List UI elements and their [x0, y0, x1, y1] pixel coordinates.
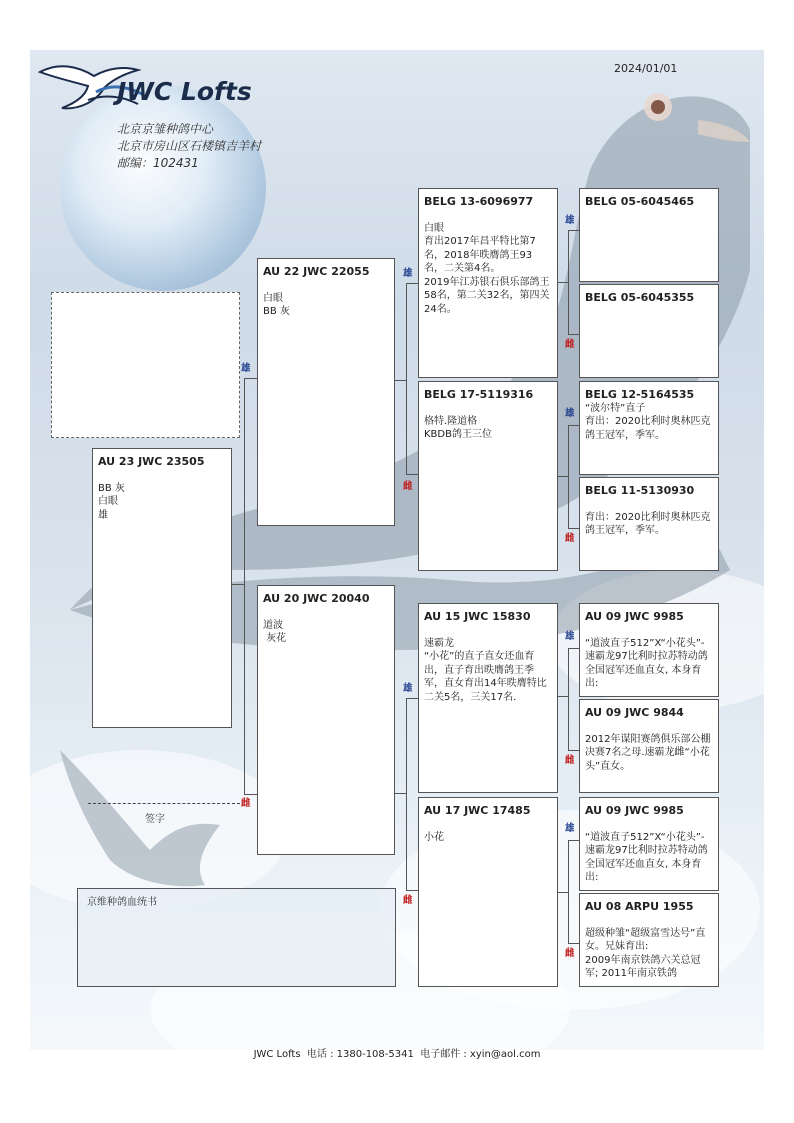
org-name: 北京京雏种鸽中心	[117, 122, 214, 136]
brand-name: JWC Lofts	[117, 77, 252, 106]
connector	[568, 648, 569, 750]
ggp-card-8[interactable]	[579, 893, 719, 987]
grandsire-maternal-card[interactable]	[418, 603, 558, 793]
connector	[557, 476, 568, 477]
detail-line: “道波直子512”X“小花头”-速霸龙97比利时拉苏特动鸽全国冠军还血直女, 本身育出:	[585, 637, 708, 689]
connector	[406, 474, 418, 475]
connector	[568, 648, 579, 649]
signature-line	[88, 803, 240, 804]
ring-number: BELG 13-6096977	[424, 195, 534, 208]
photo-placeholder	[51, 292, 240, 438]
sex-mark-male: 雄	[403, 268, 413, 279]
ring-number: AU 17 JWC 17485	[424, 804, 531, 817]
connector	[568, 425, 579, 426]
detail-line: 育出2017年昌平特比第7名，2018年昳膺鸽王93名，二关第4名。	[424, 236, 536, 274]
connector	[395, 380, 406, 381]
granddam-maternal-card[interactable]	[418, 797, 558, 987]
connector	[568, 943, 579, 944]
connector	[568, 840, 579, 841]
ggp-card-2[interactable]	[579, 284, 719, 378]
connector	[557, 696, 568, 697]
connector	[406, 283, 407, 474]
notes-box[interactable]	[77, 888, 396, 987]
connector	[232, 584, 244, 585]
connector	[395, 793, 406, 794]
sex-mark-female: 雌	[565, 533, 575, 544]
sex-mark-male: 雄	[565, 631, 575, 642]
ring-number: AU 15 JWC 15830	[424, 610, 531, 623]
detail-line: 灰花	[263, 633, 287, 644]
sex-mark-female: 雌	[403, 481, 413, 492]
connector	[406, 698, 407, 890]
sire-card[interactable]	[257, 258, 395, 526]
ggp-card-4[interactable]	[579, 477, 719, 571]
ring-number: AU 22 JWC 22055	[263, 265, 370, 278]
sex-mark-male: 雄	[241, 363, 251, 374]
signature-label: 签字	[145, 814, 165, 825]
detail-line: BB 灰	[263, 306, 290, 317]
subject-card[interactable]	[92, 448, 232, 728]
ring-number: BELG 05-6045355	[585, 291, 695, 304]
ring-number: AU 23 JWC 23505	[98, 455, 205, 468]
detail-line: 白眼	[263, 292, 283, 304]
connector	[568, 528, 579, 529]
sex-mark-male: 雄	[565, 823, 575, 834]
postcode: 邮编：102431	[117, 156, 199, 170]
granddam-paternal-card[interactable]	[418, 381, 558, 571]
connector	[244, 378, 245, 794]
connector	[557, 282, 568, 283]
detail-line: “道波直子512”X“小花头”-速霸龙97比利时拉苏特动鸽全国冠军还血直女, 本身育出:	[585, 831, 708, 883]
detail-line: 小花	[424, 831, 444, 843]
ggp-card-5[interactable]	[579, 603, 719, 697]
sex-mark-male: 雄	[565, 215, 575, 226]
ring-number: BELG 11-5130930	[585, 484, 695, 497]
connector	[568, 425, 569, 528]
footer-contact: JWC Lofts 电话 : 1380-108-5341 电子邮件 : xyin@aol.com	[253, 1049, 541, 1060]
ggp-card-3[interactable]	[579, 381, 719, 475]
connector	[568, 230, 569, 334]
sex-mark-female: 雌	[565, 948, 575, 959]
sex-mark-male: 雄	[403, 683, 413, 694]
ggp-card-7[interactable]	[579, 797, 719, 891]
sex-mark-male: 雄	[565, 408, 575, 419]
detail-line: 2009年南京铁鸽六关总冠军; 2011年南京铁鸽	[585, 954, 701, 979]
detail-line: 白眼	[424, 222, 444, 234]
dam-card[interactable]	[257, 585, 395, 855]
ggp-card-1[interactable]	[579, 188, 719, 282]
document-date: 2024/01/01	[614, 62, 678, 75]
ring-number: BELG 17-5119316	[424, 388, 534, 401]
connector	[568, 840, 569, 943]
ggp-card-6[interactable]	[579, 699, 719, 793]
detail-line: 2019年江苏银石俱乐部鸽王58名，第二关32名，第四关24名。	[424, 276, 550, 315]
connector	[406, 283, 418, 284]
detail-line: 超级种雏“超级富雪达号”直女。兄妹育出:	[585, 927, 706, 952]
ring-number: AU 09 JWC 9985	[585, 610, 684, 623]
connector	[557, 892, 568, 893]
detail-line: 育出：2020比利时奥林匹克鸽王冠军，季军。	[585, 416, 711, 441]
grandsire-paternal-card[interactable]	[418, 188, 558, 378]
detail-line: “小花”的直子直女还血育出，直子育出昳膺鸽王季军，直女育出14年昳膺特比二关5名，三关17名.	[424, 651, 547, 703]
sex-mark-female: 雌	[565, 339, 575, 350]
detail-line: KBDB鸽王三位	[424, 429, 492, 440]
detail-line: BB 灰	[98, 482, 125, 494]
sex-mark-female: 雌	[403, 895, 413, 906]
address: 北京市房山区石楼镇吉羊村	[117, 139, 262, 153]
sex-mark-female: 雌	[241, 798, 251, 809]
globe-logo	[60, 85, 266, 291]
connector	[406, 698, 418, 699]
ring-number: AU 09 JWC 9985	[585, 804, 684, 817]
sex-mark-female: 雌	[565, 755, 575, 766]
connector	[406, 890, 418, 891]
ring-number: AU 08 ARPU 1955	[585, 900, 694, 913]
ring-number: AU 09 JWC 9844	[585, 706, 684, 719]
ring-number: AU 20 JWC 20040	[263, 592, 370, 605]
connector	[568, 750, 579, 751]
detail-line: 白眼	[98, 496, 118, 507]
ring-number: BELG 12-5164535	[585, 388, 695, 401]
notes-title: 京维种鸽血统书	[87, 897, 157, 908]
detail-line: “波尔特”直子	[585, 402, 646, 414]
detail-line: 速霸龙	[424, 637, 454, 649]
detail-line: 道波	[263, 619, 283, 631]
detail-line: 雄	[98, 509, 108, 521]
ring-number: BELG 05-6045465	[585, 195, 695, 208]
connector	[568, 334, 579, 335]
detail-line: 格特.隆道格	[424, 415, 478, 427]
detail-line: 2012年谋阳赛鸽俱乐部公棚决赛7名之母.速霸龙雌“小花头”直女。	[585, 733, 711, 772]
detail-line: 育出：2020比利时奥林匹克鸽王冠军，季军。	[585, 511, 711, 536]
connector	[568, 230, 579, 231]
connector	[244, 378, 257, 379]
